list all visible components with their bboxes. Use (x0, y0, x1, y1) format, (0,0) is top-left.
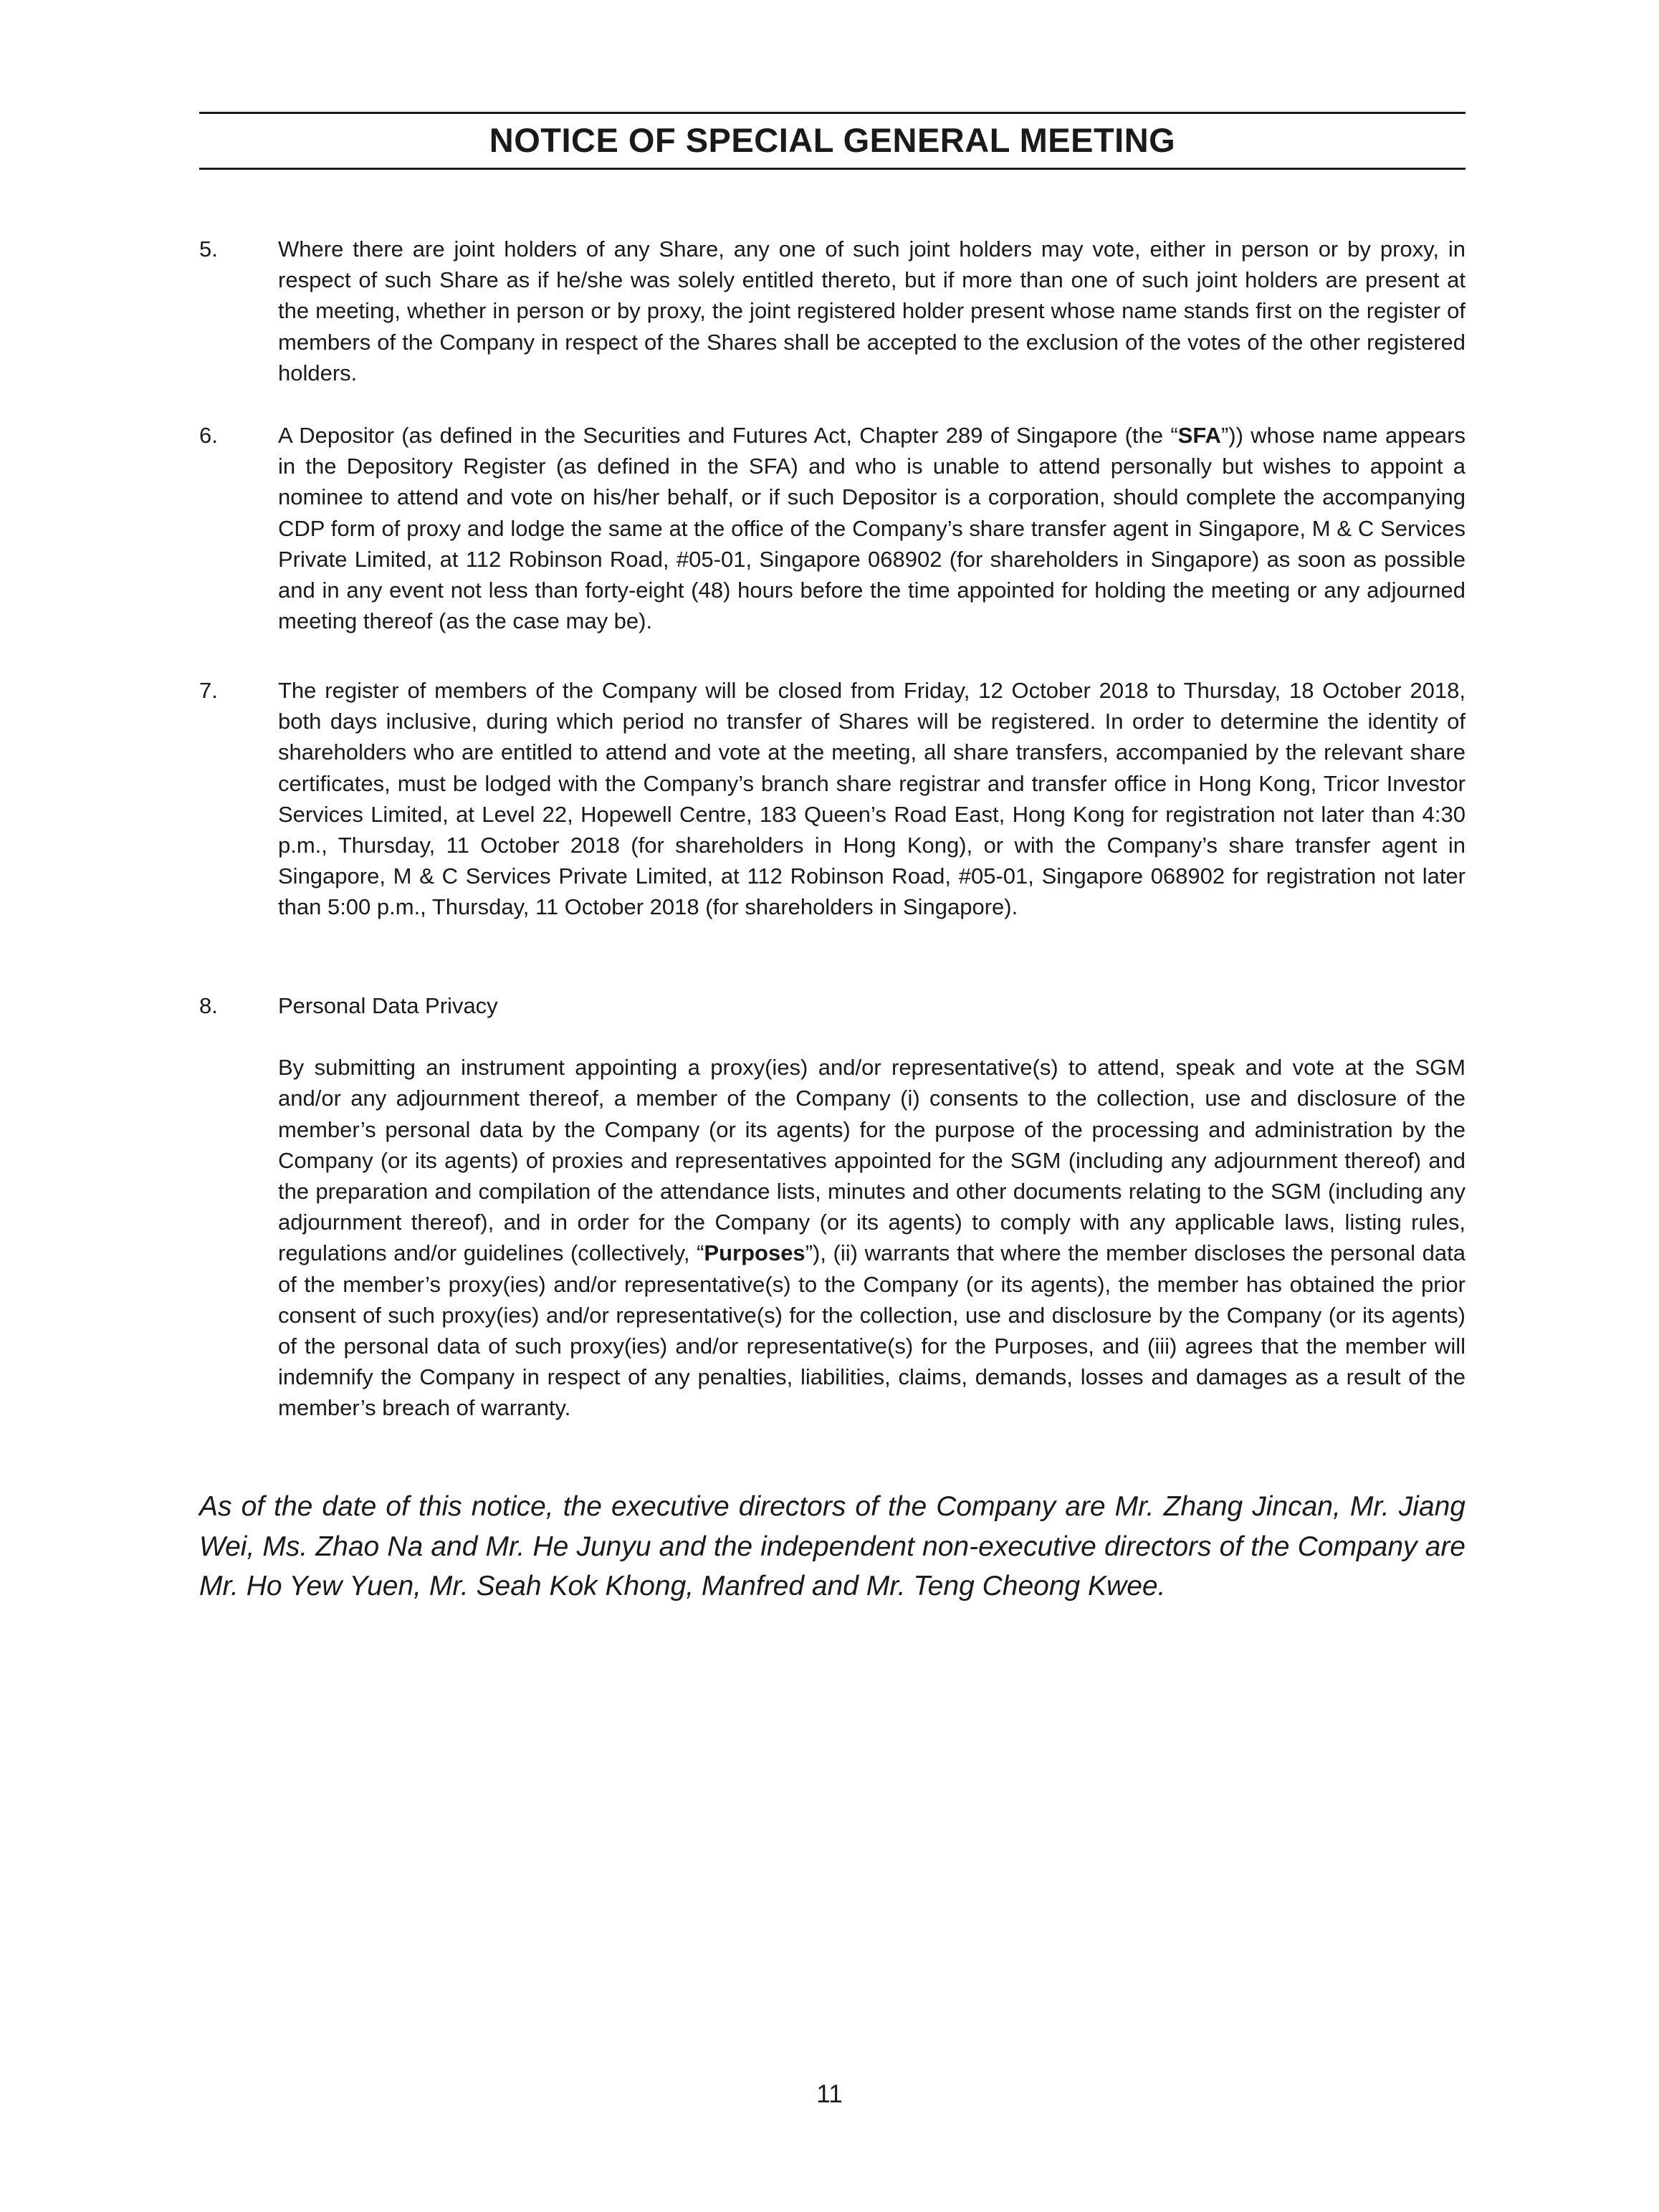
note-7 (199, 675, 1466, 923)
note-body (278, 990, 1466, 1424)
note-body (278, 234, 1466, 388)
header-rule-top (199, 112, 1466, 114)
note-number: 8. (199, 993, 218, 1018)
defined-term-purposes: Purposes (704, 1240, 805, 1266)
note-number: 6. (199, 423, 218, 448)
note-text-segment: ”), (ii) warrants that where the member discloses the personal data of the member’s proxy(ies) and/or representative(s) to the Company (or its agents), the member has obtained the prior consent of such proxy(ies) and/or representative(s) for the collection, use and disclosure by the Company (or its agents) of the personal data of such proxy(ies) and/or representative(s) for the Purposes, and (iii) agrees that the member will indemnify the Company in respect of any penalties, liabilities, claims, demands, losses and damages as a result of the member’s breach of warranty. (278, 1240, 1466, 1421)
closing-statement: As of the date of this notice, the executive directors of the Company are Mr. Zhang Jincan, Mr. Jiang Wei, Ms. Zhao Na and Mr. He Junyu and the independent non-executive directors of the Company are Mr. Ho Yew Yuen, Mr. Seah Kok Khong, Manfred and Mr. Teng Cheong Kwee. (199, 1491, 1466, 1601)
header-rule-bottom (199, 168, 1466, 170)
note-body (278, 420, 1466, 636)
note-number: 7. (199, 678, 218, 703)
note-8 (199, 990, 1466, 1424)
note-heading: Personal Data Privacy (278, 993, 498, 1018)
note-paragraph: The register of members of the Company will be closed from Friday, 12 October 2018 to Thursday, 18 October 2018, both days inclusive, during which period no transfer of Shares will be registered. In order to determine the identity of shareholders who are entitled to attend and vote at the meeting, all share transfers, accompanied by the relevant share certificates, must be lodged with the Company’s branch share registrar and transfer office in Hong Kong, Tricor Investor Services Limited, at Level 22, Hopewell Centre, 183 Queen’s Road East, Hong Kong for registration not later than 4:30 p.m., Thursday, 11 October 2018 (for shareholders in Hong Kong), or with the Company’s share transfer agent in Singapore, M & C Services Private Limited, at 112 Robinson Road, #05-01, Singapore 068902 for registration not later than 5:00 p.m., Thursday, 11 October 2018 (for shareholders in Singapore). (278, 678, 1466, 920)
page-number: 11 (816, 2080, 843, 2108)
note-5 (199, 234, 1466, 388)
note-text-segment: A Depositor (as defined in the Securities and Futures Act, Chapter 289 of Singapore (the “ (278, 423, 1178, 448)
note-text-segment: ”)) whose name appears in the Depository Register (as defined in the SFA) and who is unable to attend personally but wishes to appoint a nominee to attend and vote on his/her behalf, or if such Depositor is a corporation, should complete the accompanying CDP form of proxy and lodge the same at the office of the Company’s share transfer agent in Singapore, M & C Services Private Limited, at 112 Robinson Road, #05-01, Singapore 068902 (for shareholders in Singapore) as soon as possible and in any event not less than forty-eight (48) hours before the time appointed for holding the meeting or any adjourned meeting thereof (as the case may be). (278, 423, 1466, 634)
note-text-segment: By submitting an instrument appointing a proxy(ies) and/or representative(s) to attend, speak and vote at the SGM and/or any adjournment thereof, a member of the Company (i) consents to the collection, use and disclosure of the member’s personal data by the Company (or its agents) for the purpose of the processing and administration by the Company (or its agents) of proxies and representatives appointed for the SGM (including any adjournment thereof) and the preparation and compilation of the attendance lists, minutes and other documents relating to the SGM (including any adjournment thereof), and in order for the Company (or its agents) to comply with any applicable laws, listing rules, regulations and/or guidelines (collectively, “ (278, 1055, 1466, 1266)
note-body (278, 675, 1466, 923)
note-paragraph (278, 1052, 1466, 1423)
note-6 (199, 420, 1466, 636)
page-title: NOTICE OF SPECIAL GENERAL MEETING (489, 121, 1176, 159)
note-number: 5. (199, 236, 218, 262)
note-paragraph: Where there are joint holders of any Share, any one of such joint holders may vote, either in person or by proxy, in respect of such Share as if he/she was solely entitled thereto, but if more than one of such joint holders are present at the meeting, whether in person or by proxy, the joint registered holder present whose name stands first on the register of members of the Company in respect of the Shares shall be accepted to the exclusion of the votes of the other registered holders. (278, 236, 1466, 386)
note-paragraph (278, 420, 1466, 636)
defined-term-sfa: SFA (1177, 423, 1221, 448)
